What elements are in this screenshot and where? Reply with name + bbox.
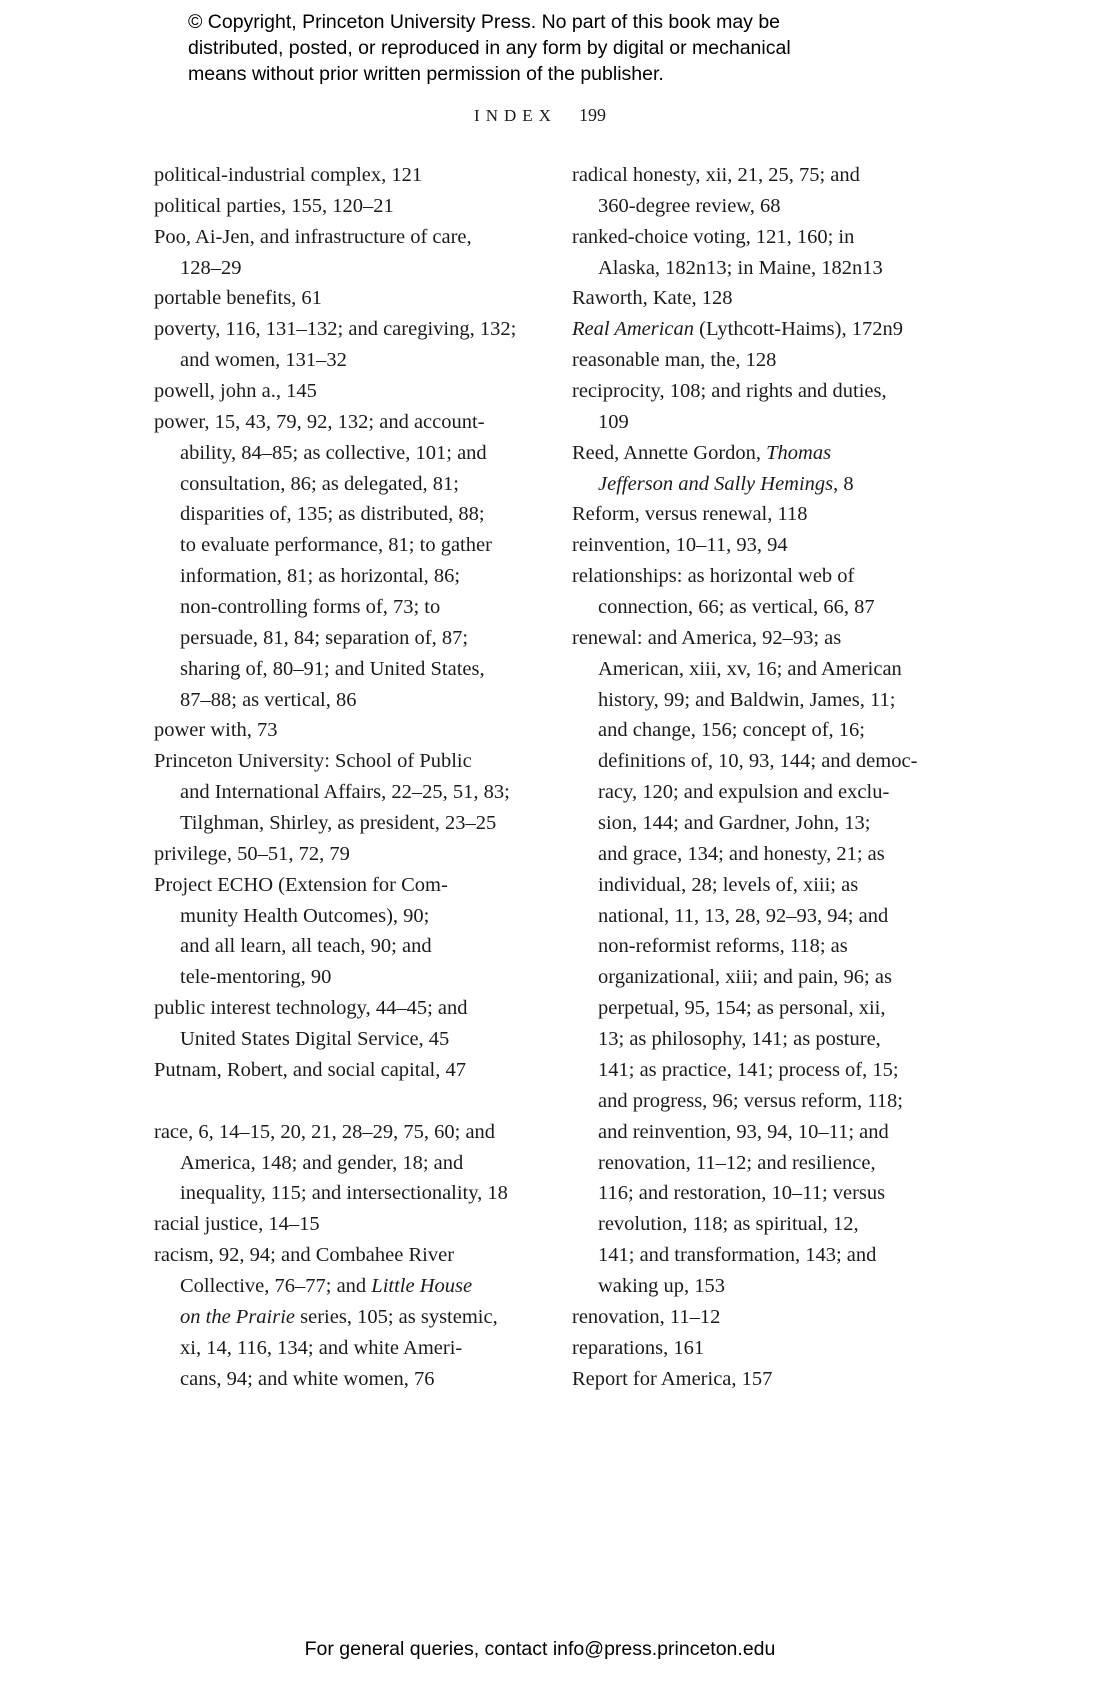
index-entry-line: persuade, 81, 84; separation of, 87; <box>180 626 469 649</box>
index-entry-line: Report for America, 157 <box>572 1367 773 1390</box>
index-entry-line: and women, 131–32 <box>180 349 347 372</box>
index-entry-line: non-reformist reforms, 118; as <box>598 935 848 958</box>
index-entry-line: on the Prairie series, 105; as systemic, <box>180 1305 498 1328</box>
index-entry-line: reparations, 161 <box>572 1336 705 1359</box>
footer-text: For general queries, contact info@press.princeton.edu <box>304 1638 776 1660</box>
index-entry-line: to evaluate performance, 81; to gather <box>180 534 492 557</box>
index-entry-line: Reed, Annette Gordon, Thomas <box>572 441 832 464</box>
index-entry-line: Reform, versus renewal, 118 <box>572 503 808 526</box>
index-entry-line: Real American (Lythcott-Haims), 172n9 <box>572 318 903 341</box>
index-right-column <box>572 160 948 1394</box>
copyright-line: distributed, posted, or reproduced in any form by digital or mechanical <box>188 37 791 59</box>
index-entry-line: xi, 14, 116, 134; and white Ameri- <box>180 1336 463 1359</box>
index-entry-line: Putnam, Robert, and social capital, 47 <box>154 1058 466 1081</box>
index-entry-line: reciprocity, 108; and rights and duties, <box>572 380 887 403</box>
index-entry-line: disparities of, 135; as distributed, 88; <box>180 503 485 526</box>
index-entry-line: and progress, 96; versus reform, 118; <box>598 1089 903 1112</box>
index-entry-line: information, 81; as horizontal, 86; <box>180 565 461 588</box>
index-entry-line: and reinvention, 93, 94, 10–11; and <box>598 1120 889 1143</box>
index-entry-line: individual, 28; levels of, xiii; as <box>598 873 859 896</box>
index-entry-line: America, 148; and gender, 18; and <box>180 1151 464 1174</box>
index-entry-line: 116; and restoration, 10–11; versus <box>598 1182 886 1205</box>
index-entry-line: American, xiii, xv, 16; and American <box>598 657 902 680</box>
index-entry-line: racy, 120; and expulsion and exclu- <box>598 781 890 804</box>
index-entry-line: portable benefits, 61 <box>154 287 322 310</box>
index-entry-line: ability, 84–85; as collective, 101; and <box>180 441 487 464</box>
index-blank-line <box>154 1086 530 1117</box>
index-entry-line: connection, 66; as vertical, 66, 87 <box>598 596 875 619</box>
index-entry-line: ranked-choice voting, 121, 160; in <box>572 225 855 248</box>
index-entry-line: waking up, 153 <box>598 1274 725 1297</box>
index-entry-line: non-controlling forms of, 73; to <box>180 596 441 619</box>
index-entry-line: 141; as practice, 141; process of, 15; <box>598 1058 899 1081</box>
index-entry-line: sion, 144; and Gardner, John, 13; <box>598 812 871 835</box>
index-entry-line: 13; as philosophy, 141; as posture, <box>598 1028 881 1051</box>
index-left-column <box>154 160 530 1394</box>
page-number: 199 <box>578 105 606 125</box>
index-entry-line: poverty, 116, 131–132; and caregiving, 132; <box>154 318 517 341</box>
index-entry-line: Princeton University: School of Public <box>154 750 472 773</box>
index-entry-line: consultation, 86; as delegated, 81; <box>180 472 459 495</box>
copyright-notice <box>188 9 791 87</box>
index-entry-line: 128–29 <box>180 256 242 279</box>
index-entry-line: political parties, 155, 120–21 <box>154 194 394 217</box>
index-entry-line: reasonable man, the, 128 <box>572 349 777 372</box>
index-entry-line: racism, 92, 94; and Combahee River <box>154 1244 455 1267</box>
index-entry-line: and all learn, all teach, 90; and <box>180 935 432 958</box>
index-entry-line: public interest technology, 44–45; and <box>154 997 468 1020</box>
index-columns <box>154 160 948 1394</box>
index-entry-line: power, 15, 43, 79, 92, 132; and account- <box>154 410 485 433</box>
index-entry-line: renewal: and America, 92–93; as <box>572 626 842 649</box>
index-entry-line: Collective, 76–77; and Little House <box>180 1274 473 1297</box>
index-entry-line: renovation, 11–12; and resilience, <box>598 1151 876 1174</box>
index-entry-line: perpetual, 95, 154; as personal, xii, <box>598 997 886 1020</box>
index-entry-line: powell, john a., 145 <box>154 380 317 403</box>
index-entry-line: Alaska, 182n13; in Maine, 182n13 <box>598 256 883 279</box>
index-entry-line: definitions of, 10, 93, 144; and democ- <box>598 750 918 773</box>
index-entry-line: racial justice, 14–15 <box>154 1213 320 1236</box>
index-entry-line: Project ECHO (Extension for Com- <box>154 873 448 896</box>
index-entry-line: national, 11, 13, 28, 92–93, 94; and <box>598 904 889 927</box>
index-entry-line: power with, 73 <box>154 719 278 742</box>
index-entry-line: inequality, 115; and intersectionality, 18 <box>180 1182 508 1205</box>
copyright-line: means without prior written permission of the publisher. <box>188 63 664 85</box>
index-entry-line: 87–88; as vertical, 86 <box>180 688 357 711</box>
index-entry-line: sharing of, 80–91; and United States, <box>180 657 485 680</box>
index-entry-line: and change, 156; concept of, 16; <box>598 719 865 742</box>
index-entry-line: relationships: as horizontal web of <box>572 565 855 588</box>
index-entry-line: 109 <box>598 410 629 433</box>
index-title: INDEX <box>474 106 557 125</box>
index-entry-line: United States Digital Service, 45 <box>180 1028 450 1051</box>
index-entry-line: Jefferson and Sally Hemings, 8 <box>598 472 854 495</box>
index-entry-line: radical honesty, xii, 21, 25, 75; and <box>572 164 860 186</box>
index-entry-line: Raworth, Kate, 128 <box>572 287 733 310</box>
index-entry-line: munity Health Outcomes), 90; <box>180 904 430 927</box>
index-entry-line: revolution, 118; as spiritual, 12, <box>598 1213 859 1236</box>
index-entry-line: organizational, xiii; and pain, 96; as <box>598 966 892 989</box>
index-entry-line: political-industrial complex, 121 <box>154 164 423 186</box>
index-entry-line: Poo, Ai-Jen, and infrastructure of care, <box>154 225 472 248</box>
index-entry-line: 360-degree review, 68 <box>598 194 781 217</box>
copyright-line: © Copyright, Princeton University Press. No part of this book may be <box>188 11 781 33</box>
page-footer <box>154 1638 926 1661</box>
index-entry-line: renovation, 11–12 <box>572 1305 721 1328</box>
index-entry-line: tele-mentoring, 90 <box>180 966 332 989</box>
index-entry-line: reinvention, 10–11, 93, 94 <box>572 534 788 557</box>
index-entry-line: race, 6, 14–15, 20, 21, 28–29, 75, 60; and <box>154 1120 496 1143</box>
index-entry-line: history, 99; and Baldwin, James, 11; <box>598 688 896 711</box>
page-header <box>154 105 926 126</box>
index-entry-line: privilege, 50–51, 72, 79 <box>154 842 350 865</box>
index-entry-line: cans, 94; and white women, 76 <box>180 1367 435 1390</box>
index-entry-line: 141; and transformation, 143; and <box>598 1244 877 1267</box>
index-entry-line: and International Affairs, 22–25, 51, 83; <box>180 781 510 804</box>
index-entry-line: Tilghman, Shirley, as president, 23–25 <box>180 812 497 835</box>
index-entry-line: and grace, 134; and honesty, 21; as <box>598 842 885 865</box>
